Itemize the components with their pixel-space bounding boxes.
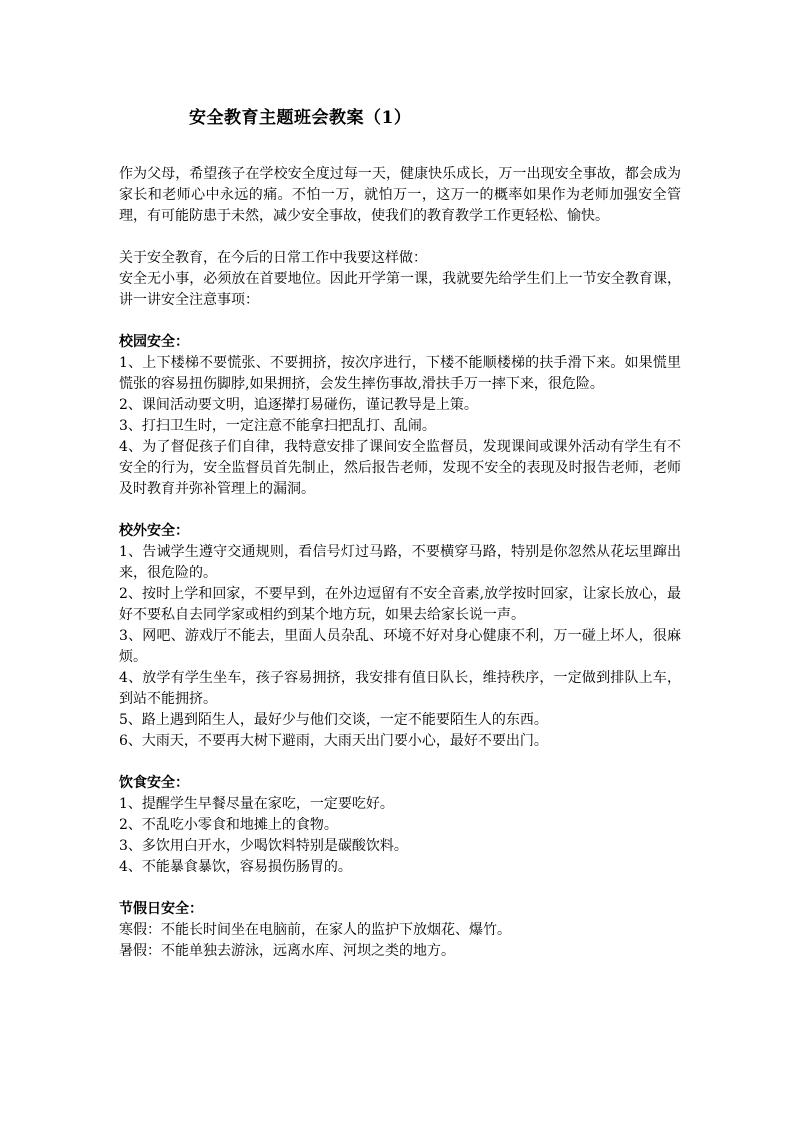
document-title: 安全教育主题班会教案（1） [189,108,412,128]
spacer [119,311,681,332]
list-item: 4、不能暴食暴饮，容易损伤肠胃的。 [119,859,352,875]
spacer [119,500,681,521]
list-item: 2、按时上学和回家，不要早到，在外边逗留有不安全音素,放学按时回家，让家长放心，最好不要私自去同学家或相约到某个地方玩，如果去给家长说一声。 [119,586,681,623]
list-item: 5、路上遇到陌生人，最好少与他们交谈，一定不能要陌生人的东西。 [119,712,548,728]
section-off-campus-safety [119,521,681,752]
list-item: 2、课间活动要文明，追逐撵打易碰伤，谨记教导是上策。 [119,397,478,413]
section-holiday-safety [119,899,681,962]
spacer [119,227,681,248]
spacer [119,878,681,899]
list-item: 2、不乱吃小零食和地摊上的食物。 [119,817,338,833]
list-item: 4、放学有学生坐车，孩子容易拥挤，我安排有值日队长，维持秩序，一定做到排队上车，到站不能拥挤。 [119,670,681,707]
list-item: 1、提醒学生早餐尽量在家吃，一定要吃好。 [119,796,394,812]
lead-line-1: 关于安全教育，在今后的日常工作中我要这样做： [119,250,427,266]
list-item: 4、为了督促孩子们自律，我特意安排了课间安全监督员，发现课间或课外活动有学生有不安全的行为，安全监督员首先制止，然后报告老师，发现不安全的表现及时报告老师，老师及时教育并弥补管理上的漏洞。 [119,439,681,497]
section-food-safety [119,773,681,878]
lead-line-2: 安全无小事，必须放在首要地位。因此开学第一课，我就要先给学生们上一节安全教育课，讲一讲安全注意事项： [119,271,681,308]
section-heading: 节假日安全： [119,901,203,917]
section-heading: 校外安全： [119,523,189,539]
list-item: 暑假：不能单独去游泳，远离水库、河坝之类的地方。 [119,943,455,959]
list-item: 寒假：不能长时间坐在电脑前，在家人的监护下放烟花、爆竹。 [119,922,511,938]
section-campus-safety [119,332,681,500]
list-item: 1、上下楼梯不要慌张、不要拥挤，按次序进行，下楼不能顺楼梯的扶手滑下来。如果慌里慌张的容易扭伤脚脖,如果拥挤，会发生摔伤事故,滑扶手万一摔下来，很危险。 [119,355,681,392]
document-page [119,104,681,962]
section-heading: 校园安全： [119,334,189,350]
intro-paragraph: 作为父母，希望孩子在学校安全度过每一天，健康快乐成长，万一出现安全事故，都会成为家长和老师心中永远的痛。不怕一万，就怕万一，这万一的概率如果作为老师加强安全管理，有可能防患于未然，减少安全事故，使我们的教育教学工作更轻松、愉快。 [119,166,681,224]
spacer [119,752,681,773]
list-item: 1、告诫学生遵守交通规则，看信号灯过马路，不要横穿马路，特别是你忽然从花坛里蹿出来，很危险的。 [119,544,681,581]
list-item: 3、网吧、游戏厅不能去，里面人员杂乱、环境不好对身心健康不利，万一碰上坏人，很麻烦。 [119,628,681,665]
list-item: 6、大雨天，不要再大树下避雨，大雨天出门要小心，最好不要出门。 [119,733,548,749]
list-item: 3、打扫卫生时，一定注意不能拿扫把乱打、乱闹。 [119,418,436,434]
section-heading: 饮食安全： [119,775,189,791]
list-item: 3、多饮用白开水，少喝饮料特别是碳酸饮料。 [119,838,408,854]
